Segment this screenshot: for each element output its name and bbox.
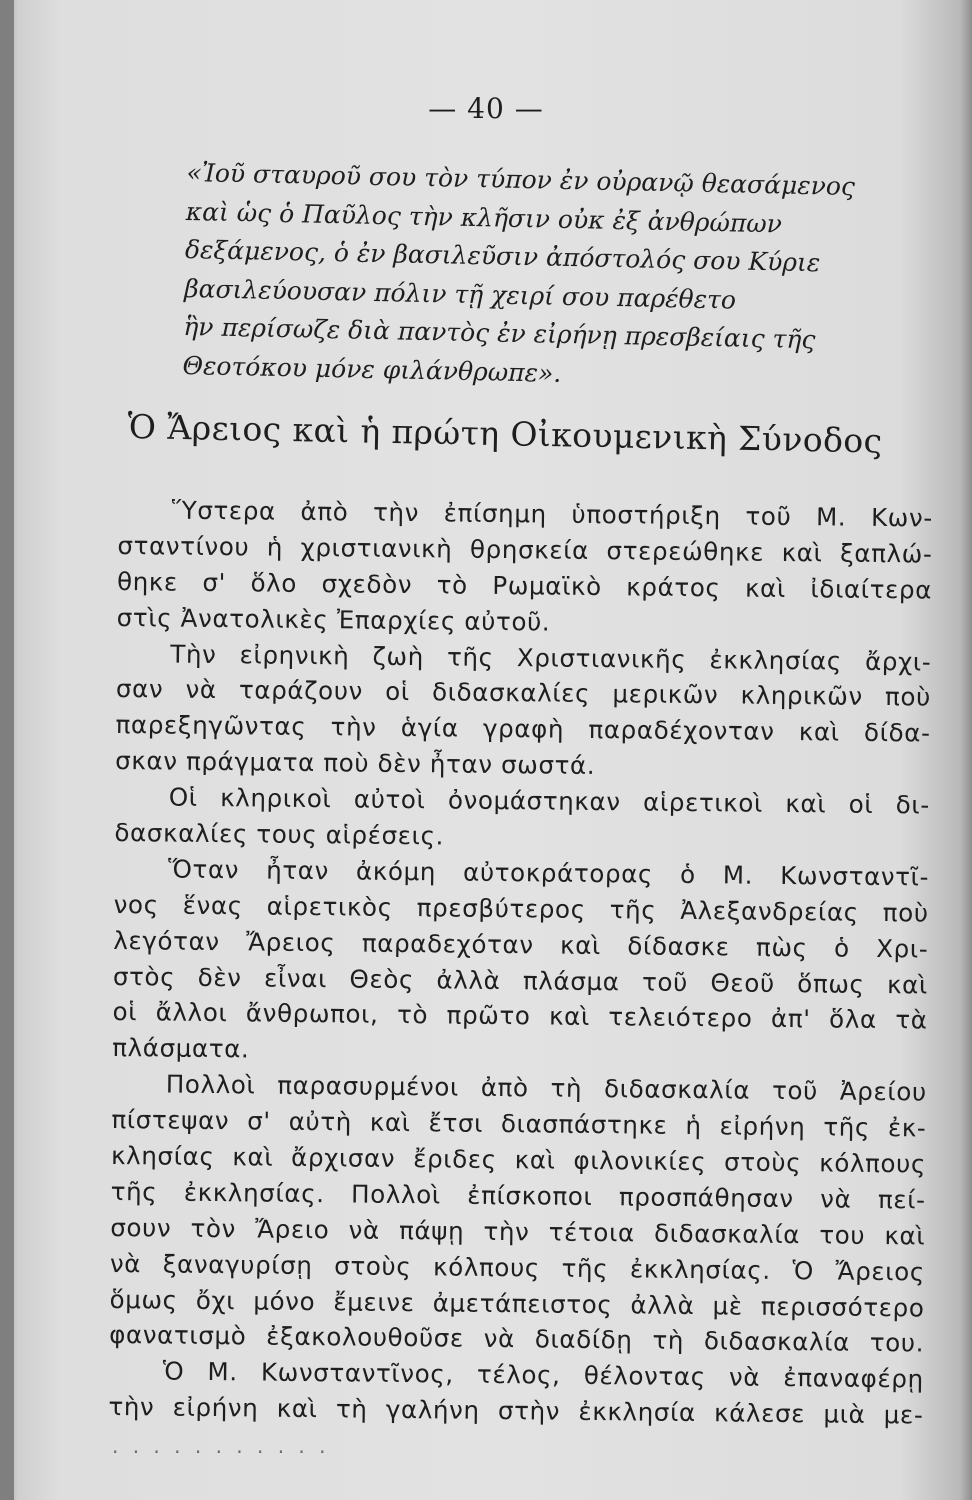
paragraph-line: νος ἕνας αἱρετικὸς πρεσβύτερος τῆς Ἀλεξανδρείας ποὺ [113, 889, 929, 928]
hymn-line: ἣν περίσωζε διὰ παντὸς ἐν εἰρήνῃ πρεσβείαις τῆς [183, 311, 816, 355]
paragraph-line: τὴν εἰρήνη καὶ τὴ γαλήνη στὴν ἐκκλησία κάλεσε μιὰ με- [108, 1392, 924, 1430]
hymn-line: «Ἰοῦ σταυροῦ σου τὸν τύπον ἐν οὐρανῷ θεασάμενος [186, 157, 856, 201]
paragraph-line: Ὕστερα ἀπὸ τὴν ἐπίσημη ὑποστήριξη τοῦ Μ. Κων- [171, 495, 933, 533]
paragraph-line: πίστεψαν σ' αὐτὴ καὶ ἔτσι διασπάστηκε ἡ εἰρήνη τῆς ἐκ- [111, 1105, 927, 1143]
paragraph-line: παρεξηγῶντας τὴν ἁγία γραφὴ παραδέχονταν καὶ δίδα- [115, 710, 931, 748]
paragraph-line: Τὴν εἰρηνικὴ ζωὴ τῆς Χριστιανικῆς ἐκκλησίας ἄρχι- [170, 639, 932, 677]
hymn-quote [182, 154, 856, 398]
page-number: — 40 — [428, 92, 544, 125]
paragraph-line: πλάσματα. [112, 1033, 250, 1064]
paragraph-line: ὅμως ὄχι μόνο ἔμεινε ἀμετάπειστος ἀλλὰ μὲ περισσότερο [109, 1284, 925, 1323]
paragraph-line: δασκαλίες τους αἱρέσεις. [114, 817, 445, 851]
paragraph-line: νὰ ξαναγυρίσῃ στοὺς κόλπους τῆς ἐκκλησίας. Ὁ Ἄρειος [109, 1248, 926, 1287]
hymn-line: καὶ ὡς ὁ Παῦλος τὴν κλῆσιν οὐκ ἐξ ἀνθρώπων [185, 196, 783, 238]
paragraph-line: Ὅταν ἦταν ἀκόμη αὐτοκράτορας ὁ Μ. Κωνσταντῖ- [167, 854, 930, 892]
paragraph-line: σταντίνου ἡ χριστιανικὴ θρησκεία στερεώθηκε καὶ ξαπλώ- [117, 530, 933, 569]
paragraph-line: Πολλοὶ παρασυρμένοι ἀπὸ τὴ διδασκαλία τοῦ Ἀρείου [165, 1069, 927, 1107]
paragraph-line: στὶς Ἀνατολικὲς Ἐπαρχίες αὐτοῦ. [116, 602, 551, 637]
paragraph-line: φανατισμὸ ἐξακολουθοῦσε νὰ διαδίδῃ τὴ διδασκαλία του. [109, 1320, 925, 1358]
page-binding-edge [0, 0, 14, 1500]
hymn-line: δεξάμενος, ὁ ἐν βασιλεῦσιν ἀπόστολός σου Κύριε [184, 234, 821, 278]
paragraph-line: σκαν πράγματα ποὺ δὲν ἦταν σωστά. [115, 746, 596, 781]
body-text [108, 492, 933, 1434]
hymn-line: Θεοτόκου μόνε φιλάνθρωπε». [182, 350, 562, 388]
paragraph-line: Οἱ κληρικοὶ αὐτοὶ ὀνομάστηκαν αἱρετικοὶ καὶ οἱ δι- [168, 782, 930, 820]
paragraph-line: κλησίας καὶ ἄρχισαν ἔριδες καὶ φιλονικίες στοὺς κόλπους [110, 1140, 927, 1179]
paragraph-line: Ὁ Μ. Κωνσταντῖνος, τέλος, θέλοντας νὰ ἐπαναφέρῃ [162, 1356, 924, 1394]
paragraph-line: σουν τὸν Ἄρειο νὰ πάψῃ τὴν τέτοια διδασκαλία του καὶ [110, 1212, 926, 1251]
paragraph-line: τῆς ἐκκλησίας. Πολλοὶ ἐπίσκοποι προσπάθησαν νὰ πεί- [110, 1176, 926, 1215]
paragraph-line: θηκε σ' ὅλο σχεδὸν τὸ Ρωμαϊκὸ κράτος καὶ ἰδιαίτερα [116, 566, 933, 605]
paragraph-line: σαν νὰ ταράζουν οἱ διδασκαλίες μερικῶν κληρικῶν ποὺ [115, 674, 932, 712]
paragraph-line: στὸς δὲν εἶναι Θεὸς ἀλλὰ πλάσμα τοῦ Θεοῦ ὅπως καὶ [112, 961, 929, 1000]
hymn-line: βασιλεύουσαν πόλιν τῇ χειρί σου παρέθετο [183, 273, 737, 315]
paragraph-line: οἱ ἄλλοι ἄνθρωποι, τὸ πρῶτο καὶ τελειότερο ἀπ' ὅλα τὰ [112, 997, 928, 1035]
paragraph-line: λεγόταν Ἄρειος παραδεχόταν καὶ δίδασκε πὼς ὁ Χρι- [113, 925, 929, 964]
section-heading: Ὁ Ἄρειος καὶ ἡ πρώτη Οἰκουμενικὴ Σύνοδος [127, 407, 883, 461]
print-residue-dots: · · · · · · · · · · · [112, 1440, 330, 1464]
